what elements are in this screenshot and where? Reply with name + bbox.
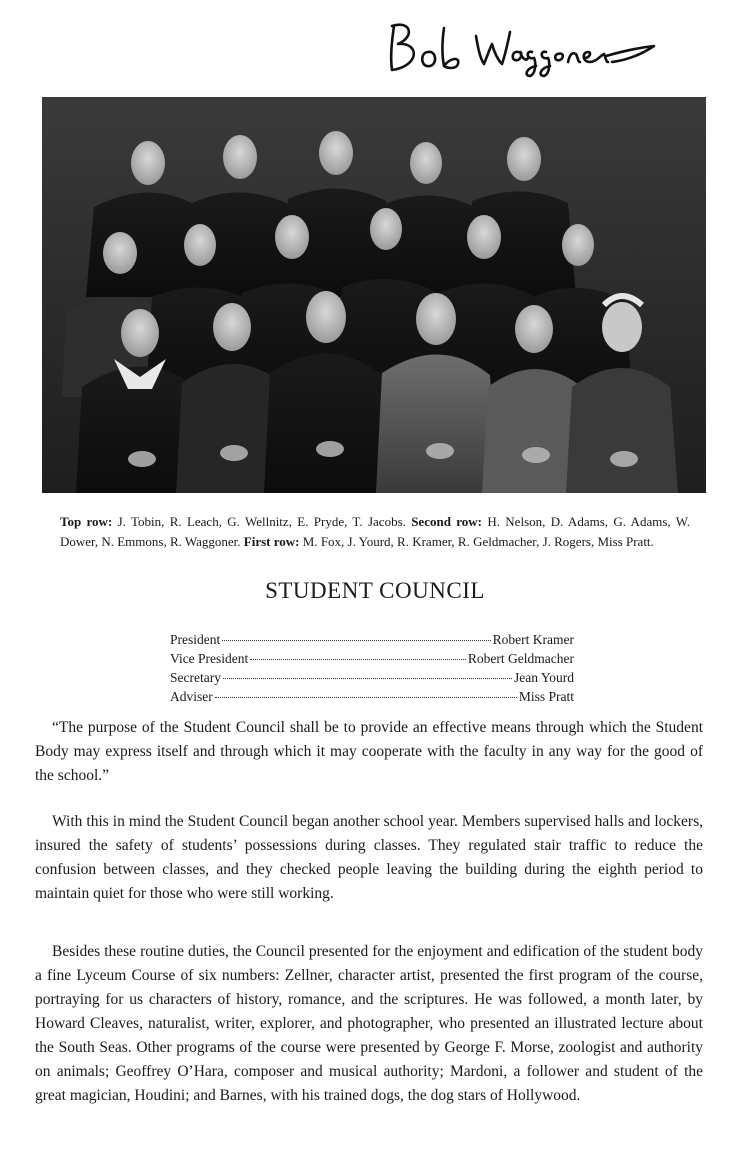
caption-top-label: Top row: — [60, 514, 113, 529]
top-row — [86, 131, 576, 297]
caption-top-names: J. Tobin, R. Leach, G. Wellnitz, E. Pryde, T. Jacobs. — [117, 514, 406, 529]
caption-second-names: H. Nelson, D. Adams, G. Adams, W. Dower, N. Emmons, R. Waggoner. — [60, 514, 691, 549]
leader-dots — [223, 678, 512, 679]
leader-dots — [250, 659, 466, 660]
officer-row — [170, 689, 574, 708]
officer-name: Robert Geldmacher — [467, 651, 574, 666]
caption-first-label: First row: — [243, 533, 300, 549]
officer-role: Vice President — [170, 651, 249, 666]
photo-silhouettes — [42, 97, 706, 493]
leader-dots — [222, 640, 490, 641]
officer-role: President — [170, 632, 221, 647]
officer-row — [170, 670, 574, 689]
officer-row — [170, 632, 574, 651]
caption-first-names: M. Fox, J. Yourd, R. Kramer, R. Geldmacher, J. Rogers, Miss Pratt. — [302, 533, 654, 549]
leader-dots — [215, 697, 517, 698]
paragraph-duties: With this in mind the Student Council began another school year. Members supervised halls and lockers, insured the safety of students’ possessions during classes. They regulated stair traffic to reduce the confusion between classes, and they checked people leaving the building during the eighth period to maintain quiet for those who were still working. — [35, 813, 703, 902]
group-photograph — [42, 97, 706, 493]
officer-name: Jean Yourd — [513, 670, 574, 685]
officer-role: Adviser — [170, 689, 213, 704]
photo-caption — [60, 512, 690, 551]
caption-second-label: Second row: — [411, 514, 483, 529]
handwritten-signature — [380, 18, 660, 80]
officer-name: Robert Kramer — [492, 632, 574, 647]
paragraph-lyceum: Besides these routine duties, the Council presented for the enjoyment and edification of the student body a fine Lyceum Course of six numbers: Zellner, character artist, presented the first program of the course, portraying for us characters of history, romance, and the scriptures. He was followed, a month later, by Howard Cleaves, naturalist, writer, explorer, and photographer, who presented an illustrated lecture about the South Seas. Other programs of the course were presented by George F. Morse, zoologist and authority on animals; Geoffrey O’Hara, composer and musical authority; Mardoni, a follower and student of the great magician, Houdini; and Barnes, with his trained dogs, the dog stars of Hollywood. — [35, 943, 703, 1104]
officer-name: Miss Pratt — [518, 689, 574, 704]
officers-list — [170, 632, 574, 708]
officer-role: Secretary — [170, 670, 221, 685]
officer-row — [170, 651, 574, 670]
page-title: STUDENT COUNCIL — [265, 578, 485, 603]
paragraph-purpose: “The purpose of the Student Council shall be to provide an effective means through which the Student Body may express itself and through which it may cooperate with the faculty in any way for the good of the school.” — [35, 719, 703, 784]
